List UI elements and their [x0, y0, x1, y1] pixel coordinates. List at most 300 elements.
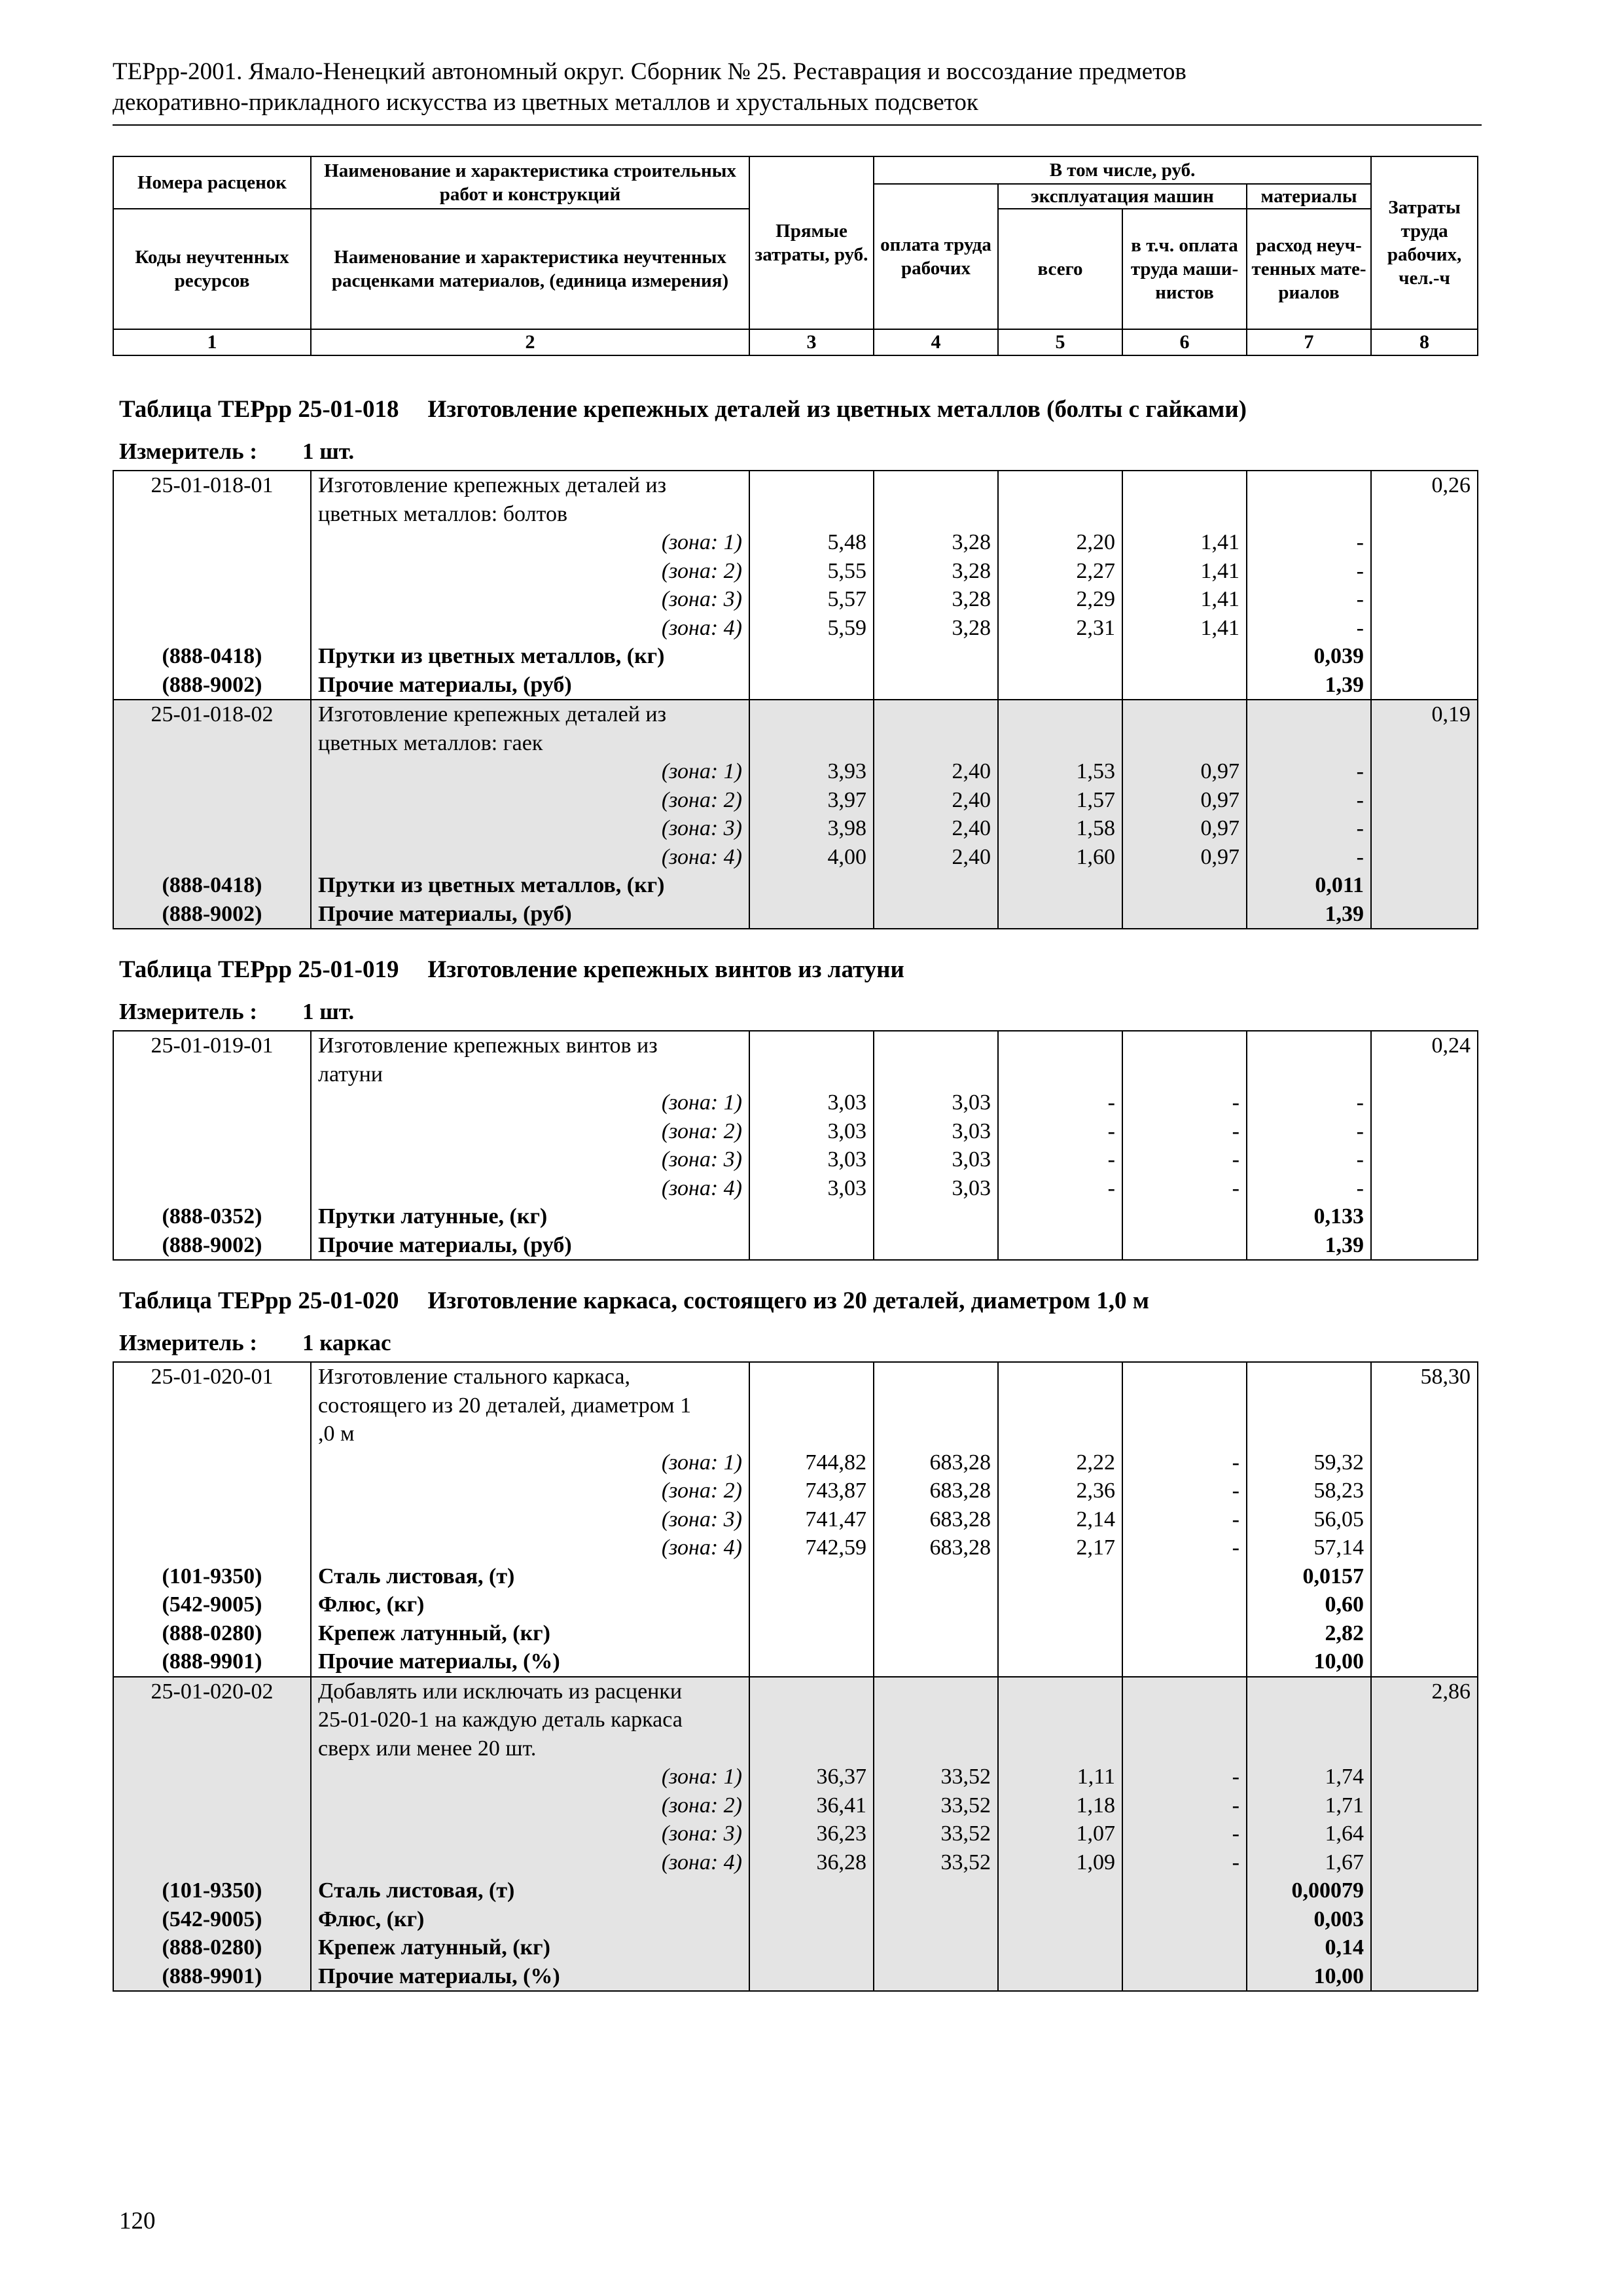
- resource-name: Сталь листовая, (т): [311, 1876, 749, 1905]
- empty-cell: [874, 1391, 998, 1420]
- wages: 33,52: [874, 1791, 998, 1820]
- empty-cell: [874, 1876, 998, 1905]
- empty-cell: [1122, 1706, 1247, 1734]
- empty-cell: [1371, 757, 1478, 786]
- empty-cell: [998, 1031, 1122, 1060]
- material-consumption: -: [1247, 1174, 1371, 1203]
- empty-cell: [749, 1231, 874, 1261]
- empty-cell: [1371, 1534, 1478, 1562]
- resource-row: [113, 1202, 1478, 1231]
- empty-cell: [874, 1231, 998, 1261]
- resource-code: (101-9350): [113, 1876, 311, 1905]
- empty-cell: [749, 900, 874, 929]
- empty-cell: [749, 1562, 874, 1591]
- unit-label: Измеритель :: [119, 439, 258, 464]
- empty-cell: [874, 1677, 998, 1706]
- empty-cell: [1371, 1477, 1478, 1505]
- wages: 3,03: [874, 1117, 998, 1146]
- empty-cell: [1371, 1202, 1478, 1231]
- empty-cell: [1122, 1734, 1247, 1763]
- empty-cell: [749, 1060, 874, 1089]
- zone-row: [113, 757, 1478, 786]
- direct-cost: 744,82: [749, 1448, 874, 1477]
- operator-wages: -: [1122, 1117, 1247, 1146]
- rate-name: цветных металлов: болтов: [311, 500, 749, 529]
- table-title: [119, 395, 1247, 423]
- empty-cell: [1371, 528, 1478, 557]
- empty-cell: [1371, 729, 1478, 758]
- empty-cell: [998, 1060, 1122, 1089]
- empty-cell: [749, 1590, 874, 1619]
- empty-cell: [998, 500, 1122, 529]
- empty-cell: [113, 557, 311, 586]
- empty-cell: [1122, 1677, 1247, 1706]
- unit-label: Измеритель :: [119, 999, 258, 1024]
- rate-name: ,0 м: [311, 1420, 749, 1448]
- rate-row-continued: [113, 500, 1478, 529]
- empty-cell: [998, 1619, 1122, 1648]
- wages: 2,40: [874, 843, 998, 872]
- empty-cell: [874, 471, 998, 500]
- wages: 3,28: [874, 557, 998, 586]
- zone-row: [113, 1791, 1478, 1820]
- wages: 3,28: [874, 614, 998, 643]
- empty-cell: [998, 642, 1122, 671]
- rate-code: 25-01-020-01: [113, 1362, 311, 1391]
- table-number: Таблица ТЕРрр 25-01-020: [119, 1287, 399, 1314]
- empty-cell: [874, 729, 998, 758]
- table-name: Изготовление каркаса, состоящего из 20 деталей, диаметром 1,0 м: [427, 1287, 1149, 1314]
- resource-code: (101-9350): [113, 1562, 311, 1591]
- material-consumption: 0,003: [1247, 1905, 1371, 1934]
- empty-cell: [874, 1031, 998, 1060]
- empty-cell: [749, 700, 874, 729]
- resource-code: (888-0418): [113, 642, 311, 671]
- material-consumption: 1,39: [1247, 900, 1371, 929]
- empty-cell: [113, 585, 311, 614]
- operator-wages: 0,97: [1122, 843, 1247, 872]
- zone-label: (зона: 1): [311, 1763, 749, 1791]
- material-consumption: 56,05: [1247, 1505, 1371, 1534]
- operator-wages: 1,41: [1122, 585, 1247, 614]
- direct-cost: 3,03: [749, 1117, 874, 1146]
- zone-label: (зона: 4): [311, 1848, 749, 1877]
- empty-cell: [1122, 871, 1247, 900]
- rate-row-continued: [113, 1734, 1478, 1763]
- wages: 33,52: [874, 1848, 998, 1877]
- empty-cell: [749, 642, 874, 671]
- empty-cell: [1122, 729, 1247, 758]
- rate-name: цветных металлов: гаек: [311, 729, 749, 758]
- zone-label: (зона: 3): [311, 585, 749, 614]
- empty-cell: [749, 1202, 874, 1231]
- resource-name: Сталь листовая, (т): [311, 1562, 749, 1591]
- empty-cell: [749, 1876, 874, 1905]
- empty-cell: [998, 1562, 1122, 1591]
- empty-cell: [1371, 1420, 1478, 1448]
- col-number-2: 2: [311, 329, 749, 355]
- resource-name: Прутки из цветных металлов, (кг): [311, 642, 749, 671]
- empty-cell: [749, 1734, 874, 1763]
- empty-cell: [113, 500, 311, 529]
- empty-cell: [1247, 729, 1371, 758]
- empty-cell: [113, 1763, 311, 1791]
- zone-label: (зона: 1): [311, 528, 749, 557]
- operator-wages: -: [1122, 1088, 1247, 1117]
- operator-wages: -: [1122, 1145, 1247, 1174]
- zone-row: [113, 1174, 1478, 1203]
- direct-cost: 36,41: [749, 1791, 874, 1820]
- zone-row: [113, 1145, 1478, 1174]
- empty-cell: [1371, 1820, 1478, 1848]
- empty-cell: [874, 1647, 998, 1677]
- empty-cell: [1371, 1117, 1478, 1146]
- wages: 683,28: [874, 1477, 998, 1505]
- direct-cost: 3,03: [749, 1088, 874, 1117]
- empty-cell: [874, 642, 998, 671]
- zone-label: (зона: 3): [311, 1145, 749, 1174]
- rate-row: [113, 1677, 1478, 1706]
- empty-cell: [1247, 1706, 1371, 1734]
- operator-wages: -: [1122, 1848, 1247, 1877]
- direct-cost: 3,93: [749, 757, 874, 786]
- rate-name: Изготовление стального каркаса,: [311, 1362, 749, 1391]
- empty-cell: [998, 700, 1122, 729]
- empty-cell: [998, 871, 1122, 900]
- rate-row-continued: [113, 1706, 1478, 1734]
- empty-cell: [1371, 1706, 1478, 1734]
- operator-wages: -: [1122, 1448, 1247, 1477]
- empty-cell: [1371, 1448, 1478, 1477]
- empty-cell: [1371, 900, 1478, 929]
- empty-cell: [1247, 471, 1371, 500]
- col-number-7: 7: [1247, 329, 1371, 355]
- empty-cell: [998, 1905, 1122, 1934]
- machine-total: 2,22: [998, 1448, 1122, 1477]
- empty-cell: [749, 1391, 874, 1420]
- empty-cell: [113, 1391, 311, 1420]
- col-direct-costs: Прямые затраты, руб.: [749, 156, 874, 329]
- empty-cell: [874, 1706, 998, 1734]
- direct-cost: 36,28: [749, 1848, 874, 1877]
- unit-value: 1 шт.: [302, 999, 355, 1024]
- operator-wages: 0,97: [1122, 786, 1247, 815]
- rate-name: Добавлять или исключать из расценки: [311, 1677, 749, 1706]
- machine-total: 2,27: [998, 557, 1122, 586]
- empty-cell: [1122, 1590, 1247, 1619]
- empty-cell: [874, 1734, 998, 1763]
- col-number-8: 8: [1371, 329, 1478, 355]
- resource-code: (888-0418): [113, 871, 311, 900]
- labor-cost: 58,30: [1371, 1362, 1478, 1391]
- machine-total: 1,09: [998, 1848, 1122, 1877]
- empty-cell: [113, 614, 311, 643]
- col-work-name: Наименование и характеристика строительных работ и конструкций: [311, 156, 749, 209]
- empty-cell: [1122, 1231, 1247, 1261]
- empty-cell: [1122, 1933, 1247, 1962]
- rate-row-continued: [113, 1060, 1478, 1089]
- empty-cell: [998, 1962, 1122, 1992]
- zone-label: (зона: 2): [311, 557, 749, 586]
- resource-code: (888-9002): [113, 1231, 311, 1261]
- zone-row: [113, 1117, 1478, 1146]
- empty-cell: [998, 729, 1122, 758]
- rate-row-continued: [113, 1420, 1478, 1448]
- empty-cell: [1122, 1876, 1247, 1905]
- labor-cost: 0,19: [1371, 700, 1478, 729]
- resource-name: Флюс, (кг): [311, 1590, 749, 1619]
- operator-wages: -: [1122, 1477, 1247, 1505]
- material-consumption: 0,0157: [1247, 1562, 1371, 1591]
- zone-row: [113, 614, 1478, 643]
- machine-total: 1,53: [998, 757, 1122, 786]
- resource-code: (888-0280): [113, 1619, 311, 1648]
- resource-name: Прочие материалы, (%): [311, 1962, 749, 1992]
- operator-wages: 1,41: [1122, 557, 1247, 586]
- empty-cell: [1371, 1848, 1478, 1877]
- resource-name: Прочие материалы, (руб): [311, 671, 749, 700]
- machine-total: 2,29: [998, 585, 1122, 614]
- zone-label: (зона: 4): [311, 1534, 749, 1562]
- empty-cell: [1371, 642, 1478, 671]
- zone-label: (зона: 3): [311, 1505, 749, 1534]
- rate-code: 25-01-018-02: [113, 700, 311, 729]
- zone-label: (зона: 2): [311, 1791, 749, 1820]
- rate-row: [113, 700, 1478, 729]
- empty-cell: [749, 1420, 874, 1448]
- material-consumption: -: [1247, 557, 1371, 586]
- empty-cell: [113, 843, 311, 872]
- empty-cell: [113, 1174, 311, 1203]
- empty-cell: [998, 1734, 1122, 1763]
- empty-cell: [1247, 1362, 1371, 1391]
- empty-cell: [113, 1820, 311, 1848]
- empty-cell: [1122, 1031, 1247, 1060]
- empty-cell: [1371, 1791, 1478, 1820]
- rate-name: сверх или менее 20 шт.: [311, 1734, 749, 1763]
- empty-cell: [998, 1706, 1122, 1734]
- material-consumption: 2,82: [1247, 1619, 1371, 1648]
- rates-table: [113, 470, 1478, 929]
- wages: 3,03: [874, 1174, 998, 1203]
- empty-cell: [998, 1362, 1122, 1391]
- empty-cell: [1371, 1763, 1478, 1791]
- col-labor: Затраты труда рабочих, чел.-ч: [1371, 156, 1478, 329]
- empty-cell: [1371, 814, 1478, 843]
- empty-cell: [749, 1677, 874, 1706]
- zone-row: [113, 585, 1478, 614]
- resource-name: Флюс, (кг): [311, 1905, 749, 1934]
- zone-label: (зона: 3): [311, 1820, 749, 1848]
- empty-cell: [113, 1848, 311, 1877]
- zone-row: [113, 1505, 1478, 1534]
- empty-cell: [874, 1619, 998, 1648]
- empty-cell: [1371, 1647, 1478, 1677]
- header-rule: [113, 124, 1482, 126]
- col-unaccounted-consumption: расход неуч- тенных мате- риалов: [1247, 209, 1371, 329]
- empty-cell: [113, 1420, 311, 1448]
- resource-code: (888-0352): [113, 1202, 311, 1231]
- machine-total: 1,57: [998, 786, 1122, 815]
- empty-cell: [1122, 1060, 1247, 1089]
- empty-cell: [1247, 1734, 1371, 1763]
- col-number-6: 6: [1122, 329, 1247, 355]
- rate-name: 25-01-020-1 на каждую деталь каркаса: [311, 1706, 749, 1734]
- rate-row-continued: [113, 1391, 1478, 1420]
- direct-cost: 743,87: [749, 1477, 874, 1505]
- unit-label: Измеритель :: [119, 1330, 258, 1355]
- empty-cell: [1371, 1933, 1478, 1962]
- empty-cell: [113, 1145, 311, 1174]
- resource-code: (542-9005): [113, 1590, 311, 1619]
- material-consumption: 0,039: [1247, 642, 1371, 671]
- resource-row: [113, 1876, 1478, 1905]
- col-number-5: 5: [998, 329, 1122, 355]
- empty-cell: [1371, 1734, 1478, 1763]
- empty-cell: [998, 900, 1122, 929]
- material-consumption: 0,011: [1247, 871, 1371, 900]
- material-consumption: -: [1247, 528, 1371, 557]
- empty-cell: [874, 700, 998, 729]
- direct-cost: 5,55: [749, 557, 874, 586]
- zone-row: [113, 1763, 1478, 1791]
- col-wages: оплата труда рабочих: [874, 184, 998, 329]
- empty-cell: [1122, 500, 1247, 529]
- empty-cell: [1371, 671, 1478, 700]
- wages: 2,40: [874, 757, 998, 786]
- col-machine-ops: эксплуатация машин: [998, 184, 1247, 209]
- empty-cell: [113, 1534, 311, 1562]
- labor-cost: 0,26: [1371, 471, 1478, 500]
- empty-cell: [874, 1362, 998, 1391]
- resource-row: [113, 1231, 1478, 1261]
- unit-line: [119, 999, 354, 1025]
- material-consumption: 57,14: [1247, 1534, 1371, 1562]
- table-title: [119, 956, 904, 984]
- empty-cell: [1247, 1031, 1371, 1060]
- material-consumption: 1,39: [1247, 1231, 1371, 1261]
- zone-row: [113, 1088, 1478, 1117]
- table-number: Таблица ТЕРрр 25-01-018: [119, 396, 399, 423]
- operator-wages: 1,41: [1122, 528, 1247, 557]
- table-name: Изготовление крепежных деталей из цветных металлов (болты с гайками): [427, 396, 1247, 423]
- empty-cell: [1371, 500, 1478, 529]
- empty-cell: [1122, 1962, 1247, 1992]
- empty-cell: [1371, 1060, 1478, 1089]
- rate-row: [113, 471, 1478, 500]
- empty-cell: [1122, 1391, 1247, 1420]
- empty-cell: [998, 1202, 1122, 1231]
- zone-row: [113, 1448, 1478, 1477]
- empty-cell: [998, 1677, 1122, 1706]
- direct-cost: 3,03: [749, 1174, 874, 1203]
- material-consumption: 1,67: [1247, 1848, 1371, 1877]
- empty-cell: [749, 1647, 874, 1677]
- resource-name: Прочие материалы, (%): [311, 1647, 749, 1677]
- rates-table: [113, 1030, 1478, 1261]
- empty-cell: [113, 729, 311, 758]
- empty-cell: [874, 871, 998, 900]
- col-operator-wages: в т.ч. оплата труда маши- нистов: [1122, 209, 1247, 329]
- empty-cell: [113, 1734, 311, 1763]
- table-number: Таблица ТЕРрр 25-01-019: [119, 956, 399, 983]
- resource-code: (542-9005): [113, 1905, 311, 1934]
- empty-cell: [749, 1031, 874, 1060]
- operator-wages: 0,97: [1122, 814, 1247, 843]
- col-material-name: Наименование и характеристика неучтенных расценками материалов, (единица измерения): [311, 209, 749, 329]
- empty-cell: [1122, 471, 1247, 500]
- wages: 33,52: [874, 1820, 998, 1848]
- empty-cell: [1371, 871, 1478, 900]
- empty-cell: [113, 1706, 311, 1734]
- col-machine-total: всего: [998, 209, 1122, 329]
- machine-total: 2,17: [998, 1534, 1122, 1562]
- empty-cell: [1122, 671, 1247, 700]
- machine-total: 2,14: [998, 1505, 1122, 1534]
- machine-total: 2,31: [998, 614, 1122, 643]
- col-materials: материалы: [1247, 184, 1371, 209]
- resource-row: [113, 1905, 1478, 1934]
- direct-cost: 742,59: [749, 1534, 874, 1562]
- empty-cell: [998, 671, 1122, 700]
- material-consumption: -: [1247, 786, 1371, 815]
- material-consumption: -: [1247, 1088, 1371, 1117]
- resource-name: Прочие материалы, (руб): [311, 1231, 749, 1261]
- resource-row: [113, 871, 1478, 900]
- wages: 3,28: [874, 528, 998, 557]
- resource-name: Прутки из цветных металлов, (кг): [311, 871, 749, 900]
- material-consumption: 10,00: [1247, 1962, 1371, 1992]
- material-consumption: -: [1247, 814, 1371, 843]
- empty-cell: [1122, 700, 1247, 729]
- material-consumption: 10,00: [1247, 1647, 1371, 1677]
- header-line-1: ТЕРрр-2001. Ямало-Ненецкий автономный округ. Сборник № 25. Реставрация и воссоздание предметов: [113, 58, 1186, 85]
- operator-wages: -: [1122, 1505, 1247, 1534]
- zone-label: (зона: 2): [311, 1117, 749, 1146]
- resource-code: (888-9901): [113, 1647, 311, 1677]
- rate-code: 25-01-018-01: [113, 471, 311, 500]
- table-title: [119, 1287, 1149, 1315]
- machine-total: 2,36: [998, 1477, 1122, 1505]
- wages: 683,28: [874, 1448, 998, 1477]
- wages: 3,03: [874, 1088, 998, 1117]
- empty-cell: [749, 1706, 874, 1734]
- machine-total: 1,18: [998, 1791, 1122, 1820]
- zone-row: [113, 1820, 1478, 1848]
- resource-row: [113, 900, 1478, 929]
- empty-cell: [1371, 1562, 1478, 1591]
- zone-label: (зона: 1): [311, 757, 749, 786]
- wages: 2,40: [874, 786, 998, 815]
- empty-cell: [749, 871, 874, 900]
- empty-cell: [874, 1420, 998, 1448]
- empty-cell: [874, 1905, 998, 1934]
- material-consumption: -: [1247, 585, 1371, 614]
- empty-cell: [1247, 700, 1371, 729]
- unit-line: [119, 1330, 391, 1356]
- empty-cell: [998, 1876, 1122, 1905]
- labor-cost: 2,86: [1371, 1677, 1478, 1706]
- empty-cell: [1247, 1420, 1371, 1448]
- operator-wages: 1,41: [1122, 614, 1247, 643]
- resource-row: [113, 671, 1478, 700]
- empty-cell: [749, 1962, 874, 1992]
- zone-row: [113, 1534, 1478, 1562]
- unit-value: 1 шт.: [302, 439, 355, 464]
- machine-total: 1,60: [998, 843, 1122, 872]
- direct-cost: 3,98: [749, 814, 874, 843]
- empty-cell: [749, 1619, 874, 1648]
